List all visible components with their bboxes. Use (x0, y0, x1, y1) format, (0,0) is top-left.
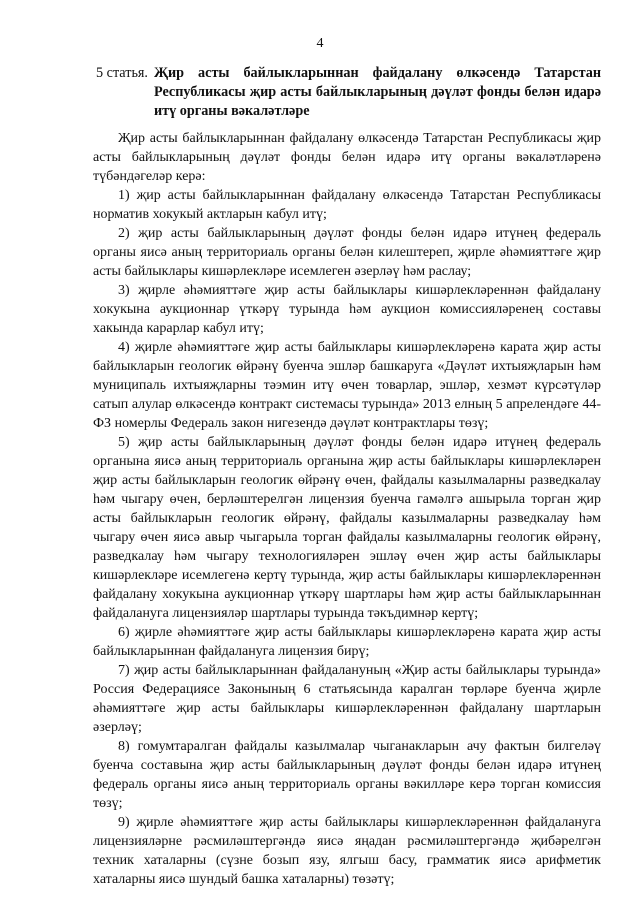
list-item (93, 623, 601, 661)
list-item (93, 813, 601, 889)
list-item-text: 9) җирле әһәмияттәге җир асты байлыклары кишәрлекләреннән файдалануга лицензияләрне рәсмиләштергәндә яисә яңадан рәсмиләштергәндә җибәрелгән техник хаталарны (сүзне бозып язу, ялгыш басу, грамматик яисә арифметик хаталарны яисә шундый башка хаталарны) төзәтү; (93, 815, 601, 887)
list-item (93, 338, 601, 433)
list-item (93, 433, 601, 623)
list-item-text: 6) җирле әһәмияттәге җир асты байлыклары кишәрлекләренә карата җир асты байлыкларыннан файдалануга лицензия бирү; (93, 625, 601, 659)
list-item-text: 1) җир асты байлыкларыннан файдалану өлкәсендә Татарстан Республикасы норматив хокукый актларын кабул итү; (93, 188, 601, 222)
article-body (93, 129, 601, 889)
list-item (93, 661, 601, 737)
list-item-text: 4) җирле әһәмияттәге җир асты байлыклары кишәрлекләренә карата җир асты байлыкларын геологик өйрәнү буенча эшләр башкаруга «Дәүләт ихтыяҗларын һәм муниципаль ихтыяҗларны тәэмин итү өчен товарлар, эшләр, хезмәт күрсәтүләр сатып алулар өлкәсендә контракт системасы турында» 2013 елның 5 апрелендәге 44-ФЗ номерлы Федераль закон нигезендә дәүләт контрактлары төзү; (93, 340, 601, 431)
list-item (93, 281, 601, 338)
list-item-text: 8) гомумтаралган файдалы казылмалар чыганакларын ачу фактын билгеләү буенча составына җир асты байлыкларының дәүләт фонды белән идарә итүнең федераль органы яисә аның территориаль органы вәкилләре керә торган комиссия төзү; (93, 739, 601, 811)
list-item (93, 224, 601, 281)
list-item-text: 7) җир асты байлыкларыннан файдалануның «Җир асты байлыклары турында» Россия Федерациясе Законының 6 статьясында каралган төрләре буенча җирле әһәмияттәге җир асты байлыклары кишәрлекләреннән файдалану шартларын әзерләү; (93, 663, 601, 735)
list-item (93, 737, 601, 813)
page-number: 4 (316, 36, 324, 51)
intro-text: Җир асты байлыкларыннан файдалану өлкәсендә Татарстан Республикасы җир асты байлыкларының дәүләт фонды белән идарә итү органы вәкаләтләренә түбәндәгеләр керә: (93, 131, 601, 184)
list-item-text: 3) җирле әһәмияттәге җир асты байлыклары кишәрлекләреннән файдалану хокукына аукционнар үткәрү турында һәм аукцион комиссияләренең составы хакында карарлар кабул итү; (93, 283, 601, 336)
intro-paragraph (93, 129, 601, 186)
list-item (93, 186, 601, 224)
article-head-row (96, 64, 601, 121)
list-item-text: 5) җир асты байлыкларының дәүләт фонды белән идарә итүнең федераль органына яисә аның территориаль органына җир асты байлыклары кишәрлекләрен җир асты байлыкларын геологик өйрәнү өчен, файдалы казылмаларны разведкалау һәм чыгару өчен, берләштерелгән лицензия буенча гамәлгә ашырыла торган җир асты байлыкларын геологик өйрәнү, файдалы казылмаларны разведкалау һәм чыгару өчен яисә авыр чыгарыла торган файдалы казылмаларны геологик өйрәнү, разведкалау һәм чыгару технологияләрен эшләү өчен җир асты байлыклары кишәрлекләре исемлегенә кертү турында, җир асты байлыклары кишәрлекләреннән файдалану хокукына аукционнар үткәрү шартлары һәм җир асты байлыкларыннан файдалануга лицензияләр шартлары турында тәкъдимнәр кертү; (93, 435, 601, 621)
list-item-text: 2) җир асты байлыкларының дәүләт фонды белән идарә итүнең федераль органы яисә аның территориаль органы белән килештереп, җирле әһәмияттәге җир асты байлыклары кишәрлекләре исемлеген әзерләү һәм раслау; (93, 226, 601, 279)
article-title: Җир асты байлыкларыннан файдалану өлкәсендә Татарстан Республикасы җир асты байлыкларының дәүләт фонды белән идарә итү органы вәкаләтләре (153, 65, 601, 119)
article-heading (96, 64, 601, 121)
article-label: 5 статья. (96, 65, 148, 81)
